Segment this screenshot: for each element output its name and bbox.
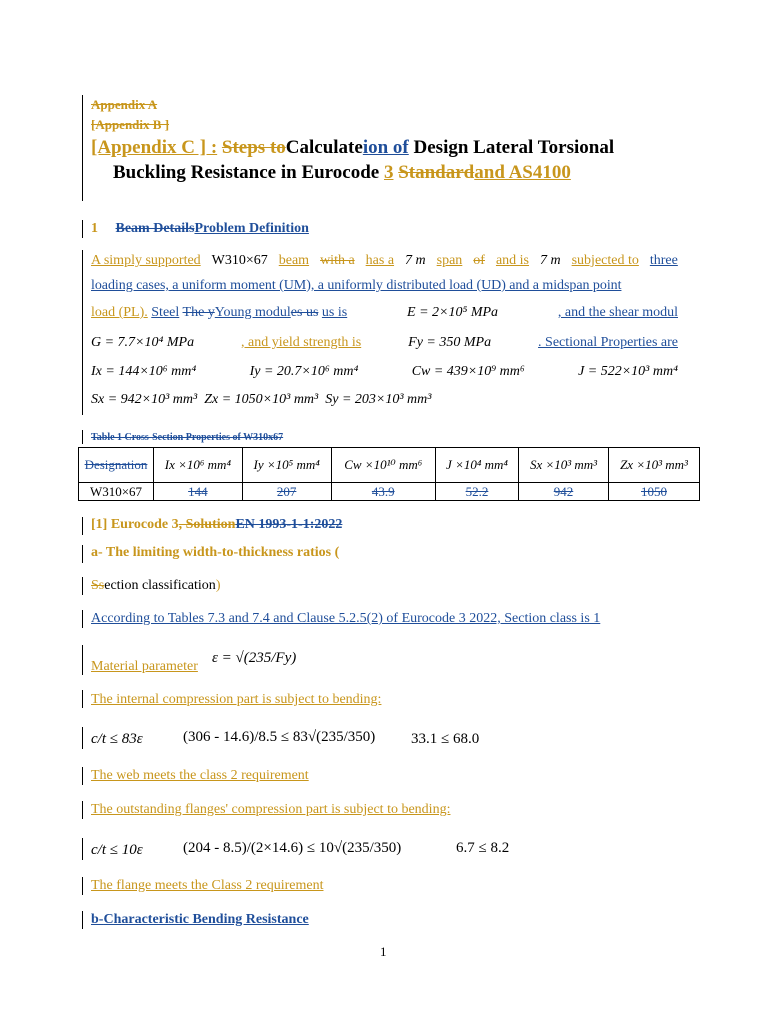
sx-eq: Sx = 942×10³ mm³ (91, 392, 198, 407)
table-header: Cw ×10¹⁰ mm⁶ (331, 448, 435, 483)
table-caption: Table 1 Cross-Section Properties of W310x67 (91, 432, 284, 443)
change-bar (82, 801, 83, 819)
change-bar (82, 610, 83, 628)
table-cell: W310×67 (79, 483, 154, 501)
table-header: Designation (79, 448, 154, 483)
change-bar (82, 220, 83, 238)
ct-limit-flange: c/t ≤ 10ε (91, 842, 143, 858)
according-to-tables: According to Tables 7.3 and 7.4 and Clause 5.2.5(2) of Eurocode 3 2022, Section class is 1 (91, 611, 601, 626)
section-heading (91, 221, 309, 237)
text-and-yield: , and yield strength is (241, 335, 362, 350)
cw-eq: Cw = 439×10⁹ mm⁶ (411, 364, 525, 379)
title-deleted-standard: Standard (398, 162, 475, 183)
characteristic-bending-heading (91, 912, 309, 928)
change-bar (82, 517, 83, 535)
title-inserted-as4100: and AS4100 (474, 162, 571, 183)
text-young: Young modul (214, 305, 291, 320)
ix-eq: Ix = 144×10⁶ mm⁴ (91, 364, 197, 379)
section-classification (91, 578, 220, 594)
flange-meets-text: The flange meets the Class 2 requirement (91, 878, 324, 893)
web-calculation: (306 - 14.6)/8.5 ≤ 83√(235/350) (183, 729, 376, 745)
text-span: span (436, 253, 463, 268)
text-a-simply: A simply supported (91, 253, 201, 268)
title-deleted-steps: Steps to (221, 137, 286, 158)
title-three: 3 (383, 162, 394, 183)
shear-modulus-eq: G = 7.7×10⁴ MPa (91, 335, 195, 350)
heading-eurocode: [1] Eurocode 3 (91, 517, 179, 532)
text-load-pl: load (PL). (91, 305, 148, 320)
text-and-is: and is (495, 253, 530, 268)
table-header: Zx ×10³ mm³ (609, 448, 700, 483)
sy-eq: Sy = 203×10³ mm³ (325, 392, 432, 407)
text-subjected: subjected to (571, 253, 639, 268)
change-bar (82, 250, 83, 415)
text-deleted-the-y: The y (182, 305, 215, 320)
text-deleted-ss: Ss (91, 578, 105, 593)
page-number: 1 (380, 944, 387, 959)
section-number: 1 (91, 221, 98, 236)
change-bar (82, 877, 83, 895)
text-loading-cases: loading cases, a uniform moment (UM), a uniformly distributed load (UD) and a midspan point (91, 278, 622, 293)
table-header: J ×10⁴ mm⁴ (435, 448, 518, 483)
table-header-row (79, 448, 700, 483)
heading-deleted-en: EN 1993-1-1:2022 (235, 517, 343, 532)
page-title-line2 (113, 162, 571, 184)
yield-strength-eq: Fy = 350 MPa (408, 335, 492, 350)
appendix-b-deleted: [Appendix B ] (91, 117, 170, 132)
table-header: Iy ×10⁵ mm⁴ (242, 448, 331, 483)
limiting-ratios-heading: a- The limiting width-to-thickness ratios ( (91, 545, 340, 560)
text-steel: Steel (151, 305, 180, 320)
text-section-classification: ection classification (104, 578, 216, 593)
zx-eq: Zx = 1050×10³ mm³ (204, 392, 319, 407)
title-inserted-ion-of: ion of (362, 137, 409, 158)
outstanding-flanges-text: The outstanding flanges' compression part is subject to bending: (91, 802, 451, 817)
text-deleted-of: of (473, 253, 485, 268)
change-bar (82, 911, 83, 929)
change-bar (82, 430, 83, 444)
text-paren: ) (215, 578, 221, 593)
problem-paragraph (91, 248, 678, 414)
epsilon-eq: ε = √(235/Fy) (212, 650, 297, 666)
ct-limit-web: c/t ≤ 83ε (91, 731, 143, 747)
change-bar (82, 577, 83, 595)
table-cell: 144 (154, 483, 243, 501)
text-deleted-es-us: es us (290, 305, 319, 320)
text-three: three (649, 253, 678, 268)
section-properties-table (78, 447, 700, 501)
heading-deleted-beam-details: Beam Details (115, 221, 195, 236)
title-calculate: Calculate (285, 137, 363, 158)
change-bar (82, 838, 83, 860)
change-bar (82, 95, 83, 201)
heading-b-prefix: b- (91, 912, 104, 927)
span-length: 7 m (540, 253, 561, 268)
change-bar (82, 690, 83, 708)
change-bar (82, 767, 83, 785)
internal-compression-text: The internal compression part is subject to bending: (91, 692, 382, 707)
change-bar (82, 545, 83, 563)
heading-deleted-solution: , Solution (178, 517, 236, 532)
table-cell: 52.2 (435, 483, 518, 501)
flange-calculation: (204 - 8.5)/(2×14.6) ≤ 10√(235/350) (183, 840, 402, 856)
material-parameter-label: Material parameter (91, 659, 198, 674)
change-bar (82, 727, 83, 749)
change-bar (82, 645, 83, 675)
appendix-c-label: [Appendix C ] : (91, 137, 218, 158)
title-line2: Buckling Resistance in Eurocode (113, 162, 380, 183)
table-header: Ix ×10⁶ mm⁴ (154, 448, 243, 483)
flange-result: 6.7 ≤ 8.2 (456, 840, 510, 856)
heading-characteristic-bending: Characteristic Bending Resistance (103, 912, 309, 927)
text-us-is: us is (321, 305, 348, 320)
table-row (79, 483, 700, 501)
text-beam: beam (278, 253, 310, 268)
table-cell: 43.9 (331, 483, 435, 501)
appendix-a-deleted: Appendix A (91, 97, 158, 112)
heading-problem-definition: Problem Definition (194, 221, 309, 236)
solution-heading (91, 517, 342, 533)
table-header: Sx ×10³ mm³ (519, 448, 609, 483)
page-title (91, 137, 614, 159)
table-cell: 1050 (609, 483, 700, 501)
table-cell: 942 (519, 483, 609, 501)
text-has-a: has a (365, 253, 395, 268)
table-cell: 207 (242, 483, 331, 501)
text-deleted-with-a: with a (320, 253, 355, 268)
web-result: 33.1 ≤ 68.0 (411, 731, 480, 747)
youngs-modulus-eq: E = 2×10⁵ MPa (407, 305, 499, 320)
beam-designation: W310×67 (211, 253, 268, 268)
title-rest: Design Lateral Torsional (413, 137, 615, 158)
j-eq: J = 522×10³ mm⁴ (578, 364, 678, 379)
text-and-shear: , and the shear modul (557, 305, 678, 320)
text-sectional: . Sectional Properties are (538, 335, 678, 350)
span-length: 7 m (405, 253, 426, 268)
web-meets-text: The web meets the class 2 requirement (91, 768, 309, 783)
iy-eq: Iy = 20.7×10⁶ mm⁴ (249, 364, 359, 379)
